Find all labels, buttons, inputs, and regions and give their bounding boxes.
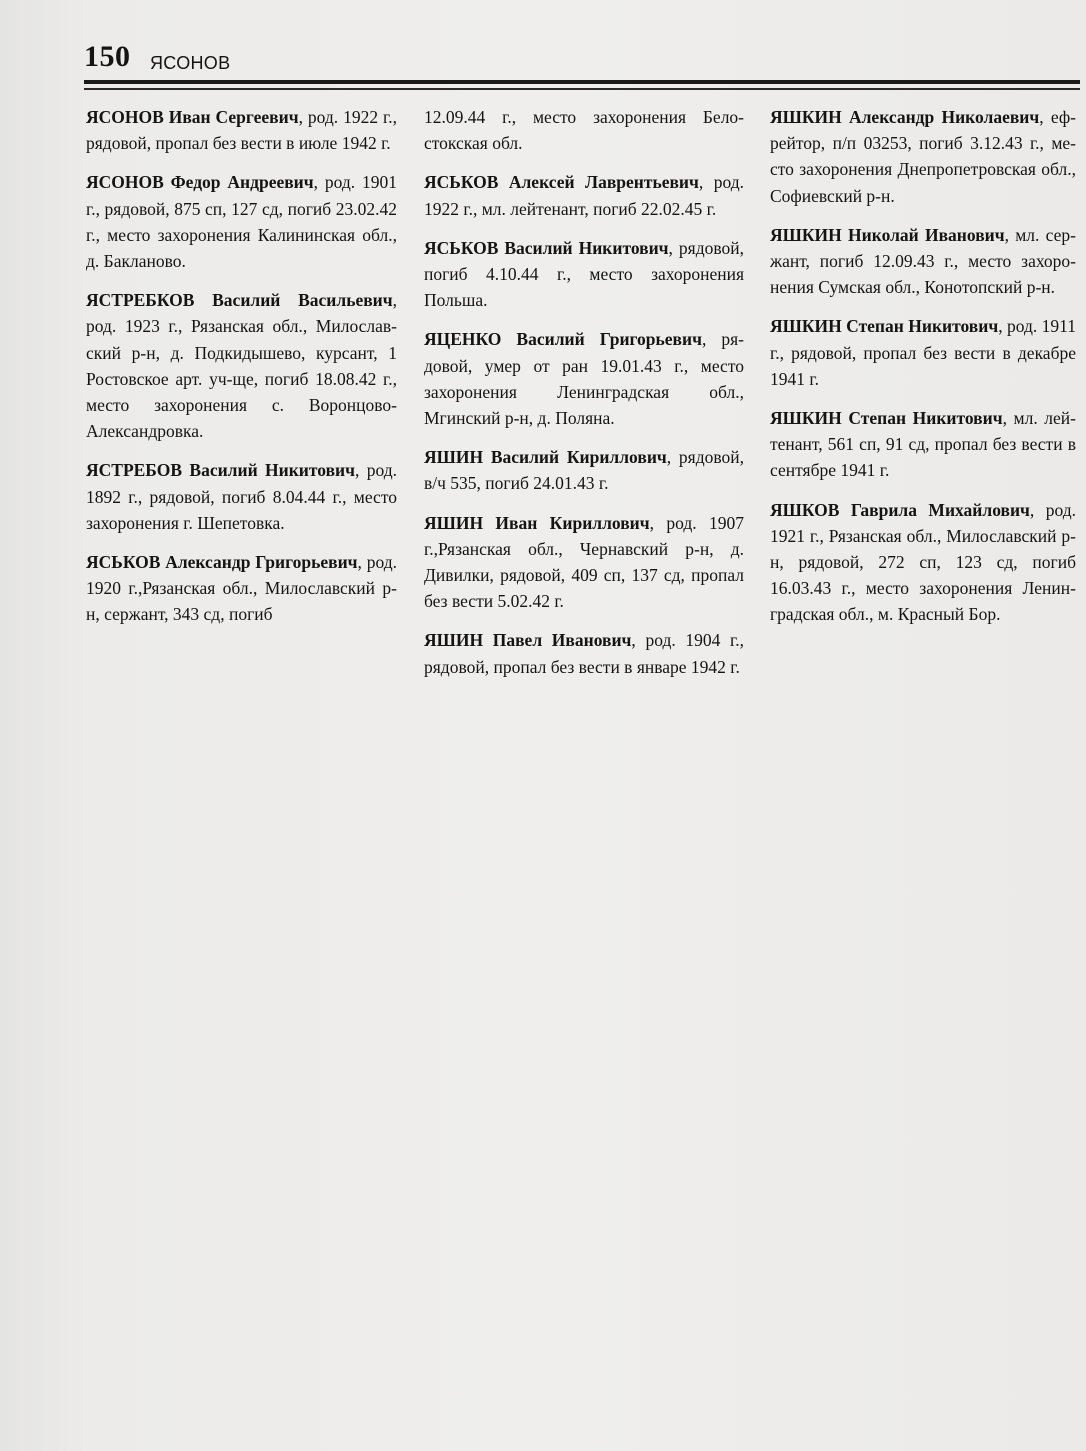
list-item [770,405,1076,484]
entry-name: ЯШИН Василий Кириллович [424,447,667,468]
list-item [770,497,1076,628]
list-item [86,287,397,444]
entry-name: ЯШИН Иван Кириллович [424,512,650,533]
entry-name: ЯШКОВ Гаврила Михайлович [770,499,1030,520]
list-item [86,457,397,536]
entry-text: , род. 1901 г., рядовой, 875 сп, 127 сд, погиб 23.02.42 г., место захоронения Калининская обл., д. Бакланово. [86,172,397,272]
header-rule-thin [84,88,1080,90]
list-item [86,169,397,274]
list-item [424,169,744,221]
list-item [86,549,397,628]
list-item [424,104,744,156]
list-item [770,222,1076,301]
entry-text: , мл. лейтенант, 561 сп, 91 сд, пропал без вести в сентябре 1941 г. [770,408,1076,481]
entry-text: , род. 1923 г., Рязанская обл., Милославский р-н, д. Подкидышево, курсант, 1 Ростовское арт. уч-ще, погиб 18.08.42 г., место захоронения с. Воронцово-Александровка. [86,290,397,442]
entry-name: ЯЦЕНКО Василий Григорьевич [424,329,702,350]
page-number: 150 [84,40,131,73]
entry-name: ЯШКИН Степан Никитович [770,316,999,337]
entry-name: ЯШКИН Степан Никитович [770,408,1003,429]
entry-text: , рядовой, погиб 4.10.44 г., место захоронения Польша. [424,237,744,311]
entry-name: ЯШКИН Александр Николаевич [770,107,1040,127]
entry-text: , род. 1922 г., рядовой, пропал без вести в июле 1942 г. [86,107,398,154]
entry-name: ЯСОНОВ Иван Сергеевич [86,107,299,127]
entry-text: , род. 1921 г., Рязанская обл., Милославский р-н, рядовой, 272 сп, 123 сд, погиб 16.03.43 г., место захоронения Ленинградская обл., м. Красный Бор. [770,499,1076,625]
entry-name: ЯШКИН Николай Иванович [770,224,1005,245]
entry-text: , род. 1907 г.,Рязанская обл., Чернавский р-н, д. Дивилки, рядовой, 409 сп, 137 сд, пропал без вести 5.02.42 г. [424,512,745,612]
entry-name: ЯСЬКОВ Василий Никитович [424,237,669,258]
entry-text: 12.09.44 г., место захоронения Белостокская обл. [424,107,744,154]
entry-text: , мл. сержант, погиб 12.09.43 г., место захоронения Сумская обл., Конотопский р-н. [770,224,1076,298]
entry-name: ЯШИН Павел Иванович [424,630,632,651]
entry-text: , род. 1904 г., рядовой, пропал без вести в январе 1942 г. [424,630,745,677]
list-item [424,444,744,496]
list-item [424,627,744,679]
column-2 [424,104,744,693]
entry-text: , род. 1892 г., рядовой, погиб 8.04.44 г., место захоронения г. Шепетовка. [86,460,397,533]
entry-text: , род. 1920 г.,Рязанская обл., Милославский р-н, сержант, 343 сд, погиб [86,552,398,625]
entry-name: ЯСТРЕБОВ Василий Никитович [86,460,355,481]
list-item [424,235,744,314]
running-head: ЯСОНОВ [150,53,231,73]
list-item [86,104,397,156]
list-item [424,510,744,615]
entry-text: , ефрейтор, п/п 03253, погиб 3.12.43 г., место захоронения Днепропетровская обл., Софиевский р-н. [770,107,1076,206]
list-item [424,326,744,431]
header-rule-thick [84,80,1080,84]
column-1 [86,104,397,641]
list-item [770,313,1076,392]
entry-text: , род. 1922 г., мл. лейтенант, погиб 22.02.45 г. [424,172,744,219]
entry-name: ЯСТРЕБКОВ Василий Васильевич [86,290,393,311]
entry-name: ЯСЬКОВ Александр Григорьевич [86,552,358,573]
entry-name: ЯСЬКОВ Алексей Лаврентьевич [424,172,699,193]
entry-text: , рядовой, умер от ран 19.01.43 г., место захоронения Ленинградская обл., Мгинский р-н, д. Поляна. [424,329,744,429]
entry-name: ЯСОНОВ Федор Андреевич [86,172,314,193]
list-item [770,104,1076,209]
entry-text: , рядовой, в/ч 535, погиб 24.01.43 г. [424,447,744,494]
column-3 [770,104,1076,641]
entry-text: , род. 1911 г., рядовой, пропал без вести в декабре 1941 г. [770,316,1076,389]
